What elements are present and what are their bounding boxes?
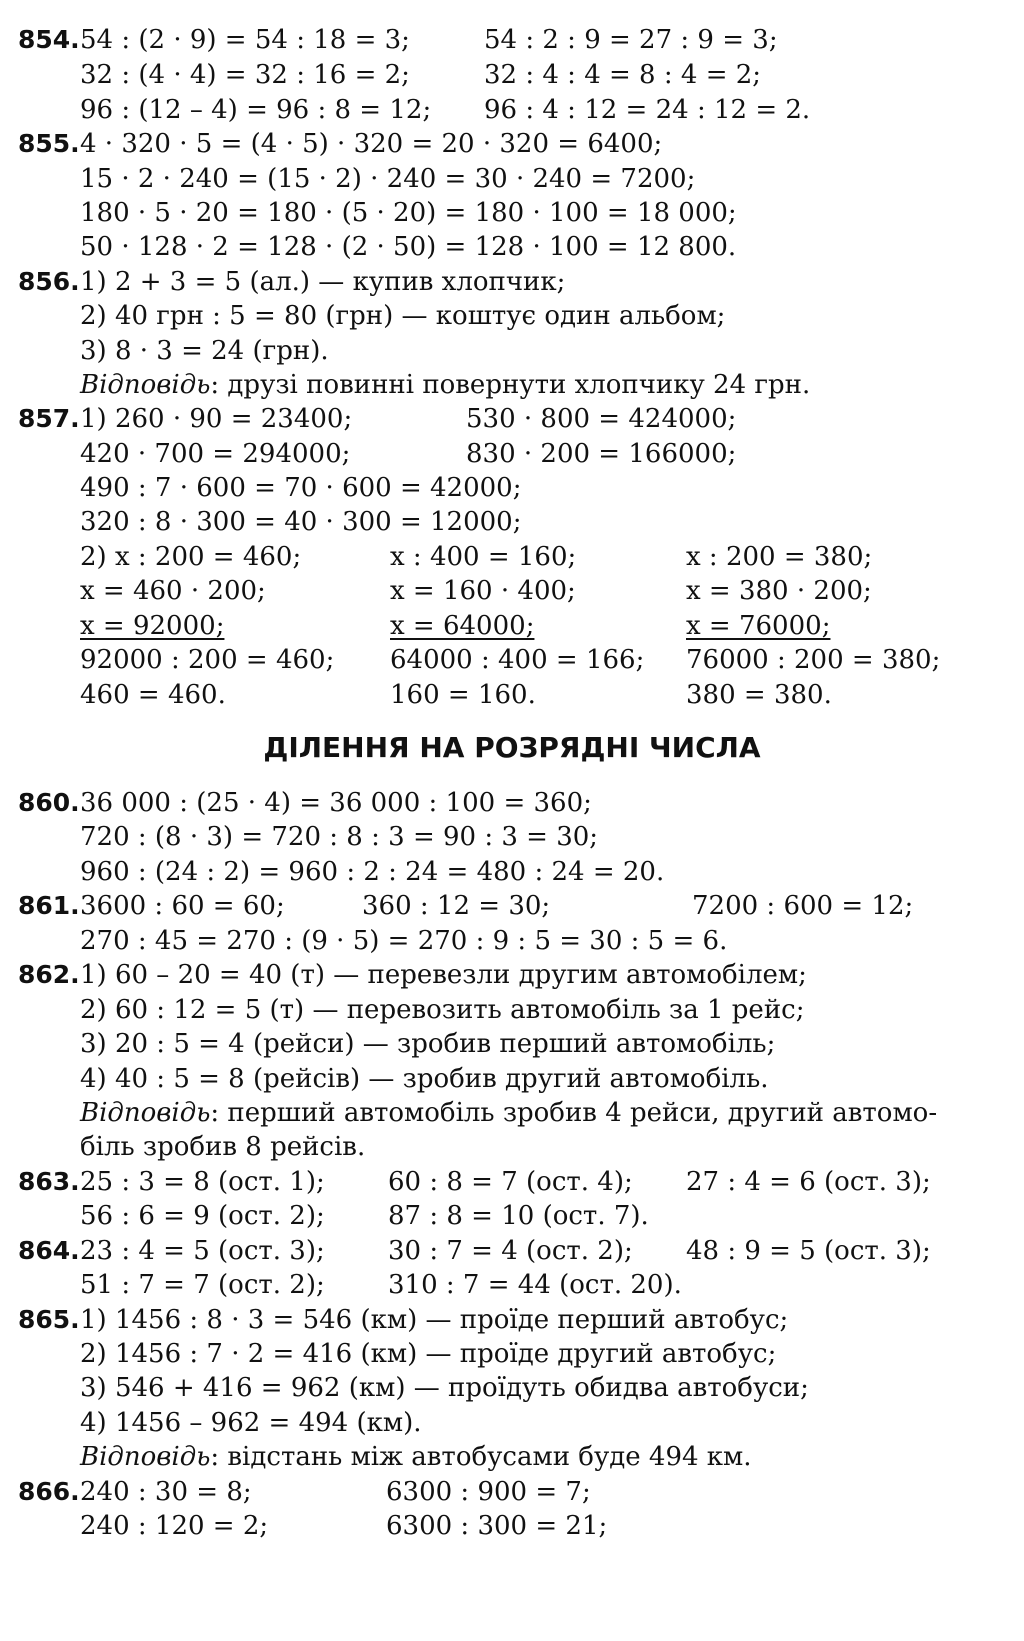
equation: 3) 20 : 5 = 4 (рейси) — зробив перший автомобіль; <box>80 1029 776 1059</box>
problem-860 <box>0 785 1024 821</box>
equation: 4) 40 : 5 = 8 (рейсів) — зробив другий автомобіль. <box>80 1064 769 1094</box>
equation: x = 380 · 200; <box>686 576 872 606</box>
answer-label: Відповідь <box>80 1442 211 1472</box>
equation: x = 160 · 400; <box>390 576 576 606</box>
answer-line <box>0 367 1024 403</box>
problem-line <box>0 1061 1024 1097</box>
problem-line <box>0 470 1024 506</box>
equation: 54 : (2 · 9) = 54 : 18 = 3; <box>80 25 410 55</box>
equation: 36 000 : (25 · 4) = 36 000 : 100 = 360; <box>80 788 592 818</box>
answer-label: Відповідь <box>80 370 211 400</box>
equation: x = 460 · 200; <box>80 576 266 606</box>
answer-label: Відповідь <box>80 1098 211 1128</box>
equation: 180 · 5 · 20 = 180 · (5 · 20) = 180 · 100 = 18 000; <box>80 198 737 228</box>
problem-line <box>0 161 1024 197</box>
equation: 1) 60 – 20 = 40 (т) — перевезли другим автомобілем; <box>80 960 807 990</box>
problem-865 <box>0 1302 1024 1338</box>
equation: 32 : 4 : 4 = 8 : 4 = 2; <box>484 60 762 90</box>
answer <box>80 367 810 403</box>
equation: 830 · 200 = 166000; <box>466 439 737 469</box>
problem-line <box>0 1267 1024 1303</box>
equation: 15 · 2 · 240 = (15 · 2) · 240 = 30 · 240 = 7200; <box>80 164 696 194</box>
problem-number: 864. <box>18 1236 80 1265</box>
problem-861 <box>0 888 1024 924</box>
equation: 7200 : 600 = 12; <box>692 891 914 921</box>
section-title: ДІЛЕННЯ НА РОЗРЯДНІ ЧИСЛА <box>263 731 761 764</box>
equation: 3600 : 60 = 60; <box>80 891 285 921</box>
equation: 1) 260 · 90 = 23400; <box>80 404 353 434</box>
problem-856 <box>0 264 1024 300</box>
answer-line <box>0 1129 1024 1165</box>
equation: 2) x : 200 = 460; <box>80 542 302 572</box>
equation: 30 : 7 = 4 (ост. 2); <box>388 1236 633 1266</box>
problem-line <box>0 608 1024 644</box>
problem-line <box>0 573 1024 609</box>
problem-863 <box>0 1164 1024 1200</box>
equation: 1) 2 + 3 = 5 (ал.) — купив хлопчик; <box>80 267 566 297</box>
problem-number: 856. <box>18 267 80 296</box>
problem-line <box>0 298 1024 334</box>
equation: 4 · 320 · 5 = (4 · 5) · 320 = 20 · 320 = 6400; <box>80 129 663 159</box>
equation: 530 · 800 = 424000; <box>466 404 737 434</box>
equation: 56 : 6 = 9 (ост. 2); <box>80 1201 325 1231</box>
equation: 25 : 3 = 8 (ост. 1); <box>80 1167 325 1197</box>
equation: 460 = 460. <box>80 680 226 710</box>
equation: 240 : 120 = 2; <box>80 1511 269 1541</box>
equation: 240 : 30 = 8; <box>80 1477 252 1507</box>
equation: 310 : 7 = 44 (ост. 20). <box>388 1270 682 1300</box>
answer-line <box>0 1095 1024 1131</box>
problem-line <box>0 436 1024 472</box>
problem-number: 854. <box>18 25 80 54</box>
problem-855 <box>0 126 1024 162</box>
problem-862 <box>0 957 1024 993</box>
equation: 380 = 380. <box>686 680 832 710</box>
equation: 2) 60 : 12 = 5 (т) — перевозить автомобіль за 1 рейс; <box>80 995 805 1025</box>
equation: 3) 8 · 3 = 24 (грн). <box>80 336 329 366</box>
equation: 6300 : 900 = 7; <box>386 1477 591 1507</box>
problem-864 <box>0 1233 1024 1269</box>
problem-number: 866. <box>18 1477 80 1506</box>
problem-line <box>0 1336 1024 1372</box>
equation: x : 200 = 380; <box>686 542 873 572</box>
problem-number: 857. <box>18 404 80 433</box>
answer-continuation: біль зробив 8 рейсів. <box>80 1132 366 1162</box>
problem-line <box>0 1198 1024 1234</box>
equation: 160 = 160. <box>390 680 536 710</box>
problem-line <box>0 57 1024 93</box>
problem-line <box>0 504 1024 540</box>
equation: 2) 40 грн : 5 = 80 (грн) — коштує один альбом; <box>80 301 726 331</box>
problem-line <box>0 1405 1024 1441</box>
problem-line <box>0 854 1024 890</box>
equation: 720 : (8 · 3) = 720 : 8 : 3 = 90 : 3 = 30; <box>80 822 599 852</box>
equation: 60 : 8 = 7 (ост. 4); <box>388 1167 633 1197</box>
problem-857 <box>0 401 1024 437</box>
problem-line <box>0 229 1024 265</box>
equation: x : 400 = 160; <box>390 542 577 572</box>
answer-line <box>0 1439 1024 1475</box>
answer <box>80 1095 937 1131</box>
problem-line <box>0 92 1024 128</box>
equation: 6300 : 300 = 21; <box>386 1511 608 1541</box>
equation: 54 : 2 : 9 = 27 : 9 = 3; <box>484 25 778 55</box>
equation: 32 : (4 · 4) = 32 : 16 = 2; <box>80 60 410 90</box>
problem-number: 862. <box>18 960 80 989</box>
problem-number: 865. <box>18 1305 80 1334</box>
equation: 2) 1456 : 7 · 2 = 416 (км) — проїде другий автобус; <box>80 1339 777 1369</box>
equation: 50 · 128 · 2 = 128 · (2 · 50) = 128 · 100 = 12 800. <box>80 232 737 262</box>
problem-number: 860. <box>18 788 80 817</box>
equation: 960 : (24 : 2) = 960 : 2 : 24 = 480 : 24 = 20. <box>80 857 665 887</box>
equation: 320 : 8 · 300 = 40 · 300 = 12000; <box>80 507 522 537</box>
problem-line <box>0 539 1024 575</box>
equation: 420 · 700 = 294000; <box>80 439 351 469</box>
equation: 23 : 4 = 5 (ост. 3); <box>80 1236 325 1266</box>
equation: 64000 : 400 = 166; <box>390 645 645 675</box>
answer-text: : відстань між автобусами буде 494 км. <box>210 1442 752 1472</box>
problem-line <box>0 195 1024 231</box>
equation: 270 : 45 = 270 : (9 · 5) = 270 : 9 : 5 = 30 : 5 = 6. <box>80 926 728 956</box>
answer-text: : перший автомобіль зробив 4 рейси, другий автомо- <box>210 1098 938 1128</box>
problem-line <box>0 1508 1024 1544</box>
problem-line <box>0 923 1024 959</box>
answer-text: : друзі повинні повернути хлопчику 24 грн. <box>210 370 811 400</box>
equation: 3) 546 + 416 = 962 (км) — проїдуть обидва автобуси; <box>80 1373 809 1403</box>
equation: 490 : 7 · 600 = 70 · 600 = 42000; <box>80 473 522 503</box>
problem-866 <box>0 1474 1024 1510</box>
result-equation: x = 76000; <box>686 611 831 641</box>
answer <box>80 1439 752 1475</box>
equation: 87 : 8 = 10 (ост. 7). <box>388 1201 649 1231</box>
equation: 96 : 4 : 12 = 24 : 12 = 2. <box>484 95 811 125</box>
equation: 48 : 9 = 5 (ост. 3); <box>686 1236 931 1266</box>
equation: 1) 1456 : 8 · 3 = 546 (км) — проїде перший автобус; <box>80 1305 789 1335</box>
problem-number: 855. <box>18 129 80 158</box>
problem-line <box>0 333 1024 369</box>
equation: 92000 : 200 = 460; <box>80 645 335 675</box>
problem-line <box>0 677 1024 713</box>
equation: 96 : (12 – 4) = 96 : 8 = 12; <box>80 95 432 125</box>
problem-line <box>0 819 1024 855</box>
equation: 27 : 4 = 6 (ост. 3); <box>686 1167 931 1197</box>
problem-line <box>0 1370 1024 1406</box>
equation: 76000 : 200 = 380; <box>686 645 941 675</box>
problem-line <box>0 992 1024 1028</box>
result-equation: x = 64000; <box>390 611 535 641</box>
equation: 51 : 7 = 7 (ост. 2); <box>80 1270 325 1300</box>
equation: 4) 1456 – 962 = 494 (км). <box>80 1408 422 1438</box>
problem-number: 861. <box>18 891 80 920</box>
problem-854 <box>0 22 1024 58</box>
result-equation: x = 92000; <box>80 611 225 641</box>
problem-line <box>0 1026 1024 1062</box>
problem-line <box>0 642 1024 678</box>
equation: 360 : 12 = 30; <box>362 891 551 921</box>
problem-number: 863. <box>18 1167 80 1196</box>
